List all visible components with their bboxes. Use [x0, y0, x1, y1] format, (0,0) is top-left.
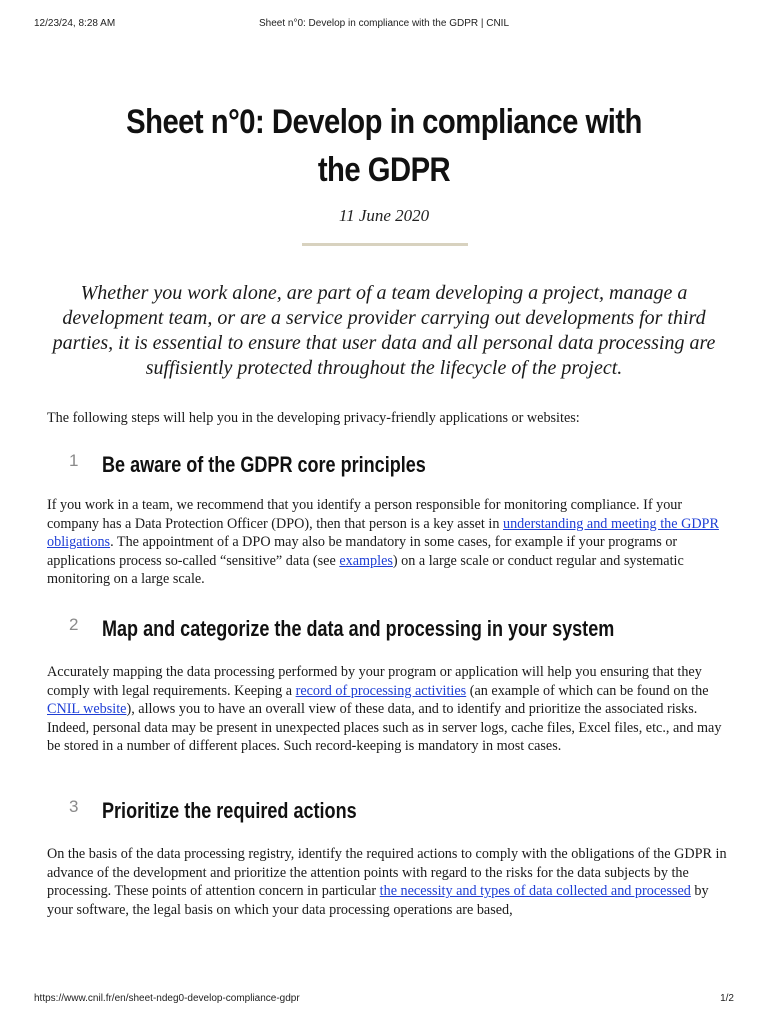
cnil-website-link[interactable]: CNIL website [47, 701, 127, 718]
print-page-title: Sheet n°0: Develop in compliance with the GDPR | CNIL [258, 18, 510, 29]
section-header [47, 451, 728, 491]
page-url: https://www.cnil.fr/en/sheet-ndeg0-develop-compliance-gdpr [34, 993, 300, 1004]
section-title: Prioritize the required actions [102, 798, 357, 823]
section-number: 2 [69, 615, 79, 634]
print-footer [34, 993, 734, 1007]
section-body [47, 496, 728, 589]
print-header [34, 18, 734, 32]
examples-link[interactable]: examples [339, 552, 393, 569]
title-divider [302, 243, 468, 246]
section-gdpr-core-principles [47, 451, 728, 588]
section-header [47, 615, 728, 655]
section-title: Be aware of the GDPR core principles [102, 452, 426, 477]
lead-paragraph: The following steps will help you in the developing privacy-friendly applications or websites: [47, 410, 580, 426]
publication-date: 11 June 2020 [338, 206, 430, 225]
body-text: Accurately mapping the data processing performed by your program or application will help you ensuring that they comply with legal requirements. Keeping a [47, 664, 702, 699]
necessity-types-of-data-link[interactable]: the necessity and types of data collected and processed [379, 883, 691, 900]
body-text: If you work in a team, we recommend that you identify a person responsible for monitoring compliance. If your company has a Data Protection Officer (DPO), then that person is a key asset in [47, 497, 683, 532]
section-body [47, 663, 728, 756]
understanding-gdpr-obligations-link[interactable]: understanding and meeting the GDPR obligations [47, 515, 719, 551]
section-map-data-processing [47, 615, 728, 755]
body-text: On the basis of the data processing registry, identify the required actions to comply with the obligations of the GDPR in advance of the development and prioritize the attention points with regard to the risks for the data subjects by the processing. These points of attention concern in particular [47, 846, 727, 900]
intro-paragraph: Whether you work alone, are part of a team developing a project, manage a development team, or are a service provider carrying out developments for third parties, it is essential to ensure that user data and all personal data processing are suffisiently protected throughout the lifecycle of the project. [52, 282, 716, 379]
page-number: 1/2 [720, 993, 734, 1004]
section-title: Map and categorize the data and processing in your system [102, 616, 615, 641]
section-prioritize-actions [47, 797, 728, 918]
body-text: (an example of which can be found on the [466, 682, 709, 699]
section-header [47, 797, 728, 837]
print-datetime: 12/23/24, 8:28 AM [34, 18, 116, 29]
section-number: 1 [69, 451, 79, 470]
body-text: . The appointment of a DPO may also be mandatory in some cases, for example if your programs or applications process so-called “sensitive” data (see [47, 534, 678, 569]
body-text: ) on a large scale or conduct regular and systematic monitoring on a large scale. [47, 552, 684, 588]
section-body [47, 845, 728, 919]
section-number: 3 [69, 797, 79, 816]
record-of-processing-link[interactable]: record of processing activities [295, 682, 467, 699]
body-text: by your software, the legal basis on which your data processing operations are based, [47, 883, 709, 918]
page-title: Sheet n°0: Develop in compliance with the GDPR [126, 103, 642, 189]
body-text: ), allows you to have an overall view of these data, and to identify and prioritize the associated risks. Indeed, personal data may be present in unexpected places such as in server logs, cache files, Excel files, etc., and may be stored in a number of different places. Such record-keeping is mandatory in most cases. [47, 701, 722, 755]
